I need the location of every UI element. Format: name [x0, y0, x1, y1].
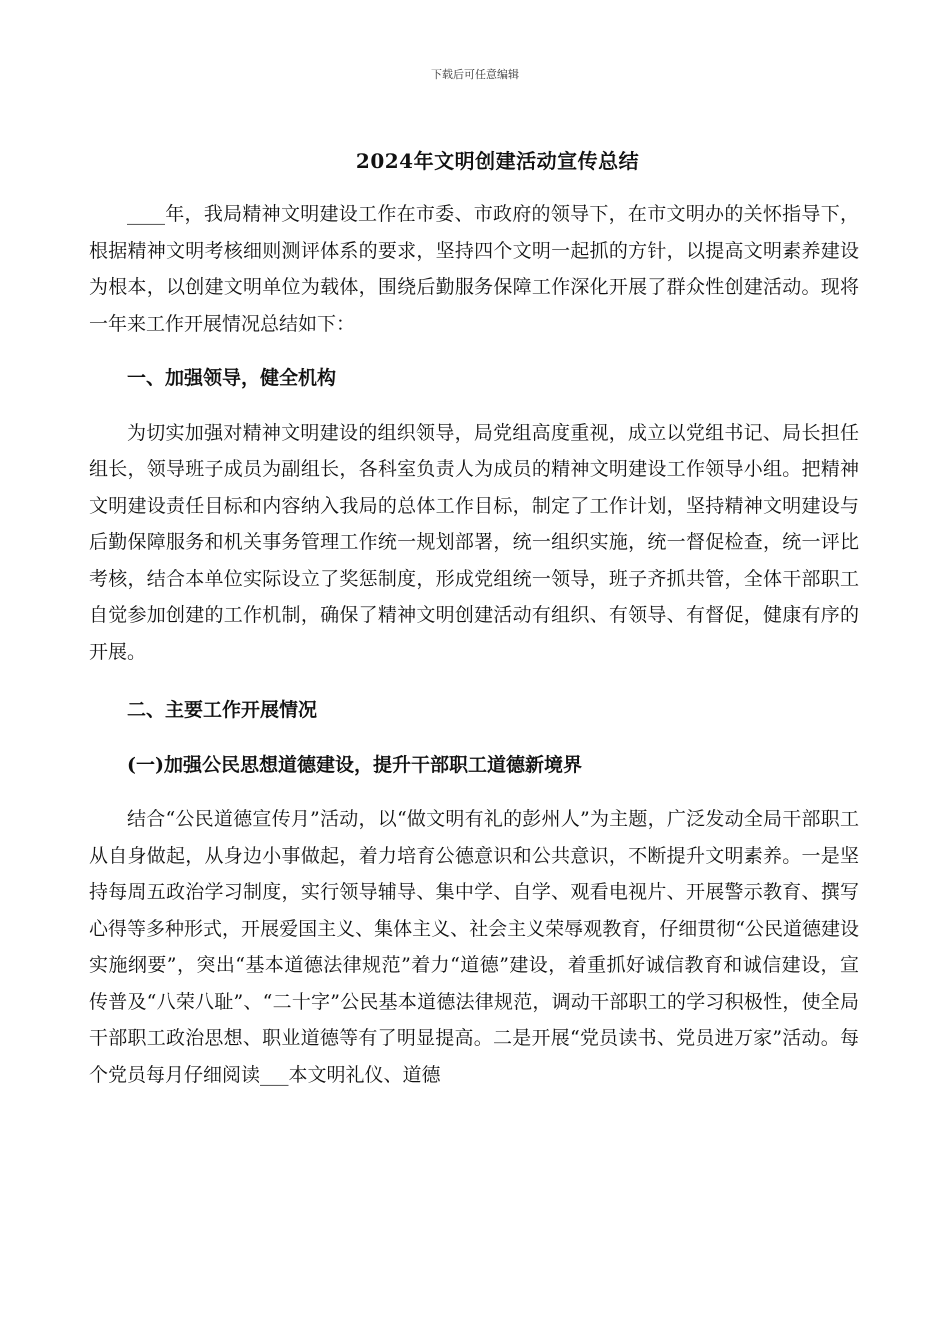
section-1-heading: 一、加强领导，健全机构 — [127, 367, 337, 389]
subsection-1-paragraph: 结合“公民道德宣传月”活动，以“做文明有礼的彭州人”为主题，广泛发动全局干部职工从自身做起，从身边小事做起，着力培育公德意识和公共意识，不断提升文明素养。一是坚持每周五政治学习制度，实行领导辅导、集中学、自学、观看电视片、开展警示教育、撰写心得等多种形式，开展爱国主义、集体主义、社会主义荣辱观教育，仔细贯彻“公民道德建设实施纲要”，突出“基本道德法律规范”着力“道德”建设，着重抓好诚信教育和诚信建设，宣传普及“八荣八耻”、“二十字”公民基本道德法律规范，调动干部职工的学习积极性，使全局干部职工政治思想、职业道德等有了明显提高。二是开展“党员读书、党员进万家”活动。每个党员每月仔细阅读___本文明礼仪、道德 — [89, 808, 859, 1086]
subsection-1-heading: (一)加强公民思想道德建设，提升干部职工道德新境界 — [127, 753, 582, 776]
section-2-heading: 二、主要工作开展情况 — [127, 699, 318, 721]
document-title: 2024年文明创建活动宣传总结 — [355, 149, 640, 173]
header-note: 下载后可任意编辑 — [431, 68, 519, 81]
document-body — [89, 196, 859, 1093]
intro-paragraph: ____年，我局精神文明建设工作在市委、市政府的领导下，在市文明办的关怀指导下，根据精神文明考核细则测评体系的要求，坚持四个文明一起抓的方针，以提高文明素养建设为根本，以创建文明单位为载体，围绕后勤服务保障工作深化开展了群众性创建活动。现将一年来工作开展情况总结如下： — [89, 203, 859, 335]
section-1-paragraph: 为切实加强对精神文明建设的组织领导，局党组高度重视，成立以党组书记、局长担任组长，领导班子成员为副组长，各科室负责人为成员的精神文明建设工作领导小组。把精神文明建设责任目标和内容纳入我局的总体工作目标，制定了工作计划，坚持精神文明建设与后勤保障服务和机关事务管理工作统一规划部署，统一组织实施，统一督促检查，统一评比考核，结合本单位实际设立了奖惩制度，形成党组统一领导，班子齐抓共管，全体干部职工自觉参加创建的工作机制，确保了精神文明创建活动有组织、有领导、有督促，健康有序的开展。 — [89, 421, 859, 663]
